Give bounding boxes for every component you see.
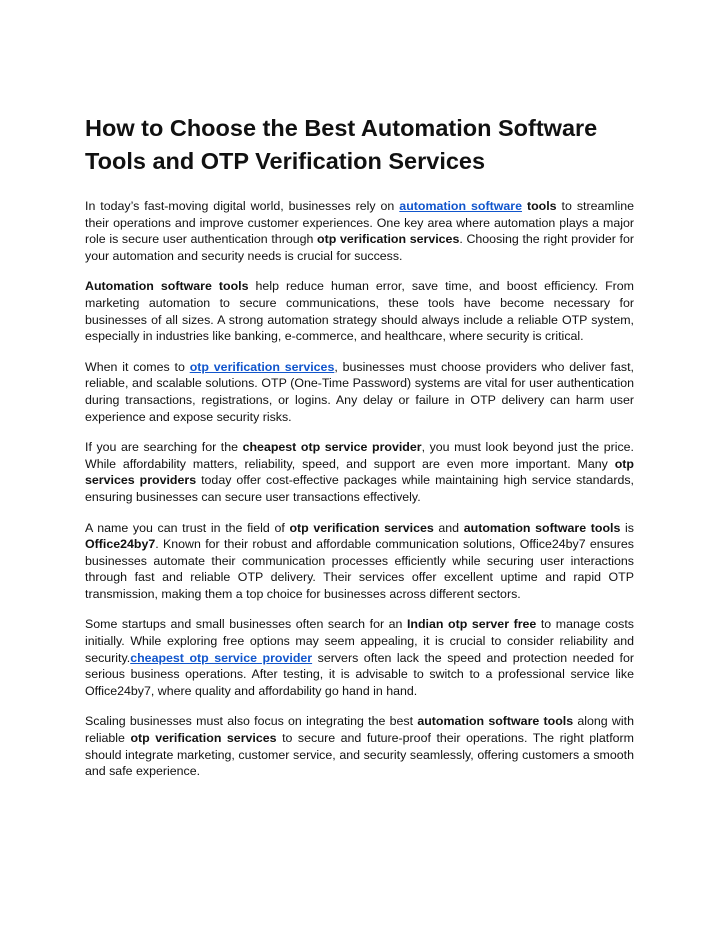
paragraph-automation-tools [85, 278, 634, 344]
bold-text: automation software tools [417, 714, 574, 729]
bold-text: otp verification services [289, 520, 434, 535]
text: to secure and future-proof their operations. The right platform should integrate marketing, customer service, and security seamlessly, offering customers a smooth and safe experience. [85, 731, 634, 779]
text: to streamline their operations and improve customer experiences. One key area where automation plays a major role is secure user authentication through [85, 199, 634, 247]
text: . Known for their robust and affordable communication solutions, Office24by7 ensures businesses automate their communication processes efficiently while securing user interactions through fast and reliable OTP delivery. Their services offer excellent uptime and rapid OTP transmission, making them a top choice for businesses across different sectors. [85, 537, 634, 601]
text: to manage costs initially. While exploring free options may seem appealing, it is crucial to consider reliability and security. [85, 617, 634, 665]
bold-text: otp services providers [85, 456, 634, 488]
text: When it comes to [85, 359, 190, 374]
text: . Choosing the right provider for your automation and security needs is crucial for success. [85, 232, 634, 263]
paragraph-scaling [85, 713, 634, 779]
text: If you are searching for the [85, 440, 243, 455]
bold-text: Indian otp server free [406, 617, 537, 632]
bold-text: cheapest otp service provider [242, 440, 422, 455]
text: is [620, 520, 634, 535]
document-page [85, 112, 634, 794]
bold-text: otp verification services [317, 232, 460, 247]
paragraph-office24by7 [85, 520, 634, 603]
bold-text: Office24by7 [85, 537, 156, 552]
automation-software-link[interactable]: automation software [399, 199, 522, 213]
bold-text: otp verification services [130, 731, 277, 746]
paragraph-intro [85, 198, 634, 264]
page-title: How to Choose the Best Automation Software Tools and OTP Verification Services [85, 115, 598, 174]
text: along with reliable [85, 714, 634, 746]
bold-text: automation software tools [463, 520, 621, 535]
paragraph-otp-services [85, 359, 634, 425]
bold-text: tools [526, 199, 557, 213]
text: In today’s fast-moving digital world, businesses rely on [85, 199, 400, 213]
text: Scaling businesses must also focus on integrating the best [85, 714, 418, 729]
cheapest-otp-service-provider-link[interactable]: cheapest otp service provider [130, 650, 313, 665]
text: help reduce human error, save time, and boost efficiency. From marketing automation to secure communications, these tools have become necessary for businesses of all sizes. A strong automation strategy should always include a reliable OTP system, especially in industries like banking, e-commerce, and healthcare, where security is critical. [85, 279, 634, 344]
text: servers often lack the speed and protection needed for serious business operations. After testing, it is advisable to switch to a professional service like Office24by7, where quality and affordability go hand in hand. [85, 650, 635, 698]
text: and [433, 520, 464, 535]
paragraph-cheapest-provider [85, 439, 634, 505]
otp-verification-services-link[interactable]: otp verification services [189, 359, 335, 374]
text: today offer cost-effective packages while maintaining high service standards, ensuring businesses can secure user transactions effectively. [85, 473, 634, 504]
text: , you must look beyond just the price. While affordability matters, reliability, speed, and support are even more important. Many [85, 440, 635, 471]
bold-text: Automation software tools [85, 279, 249, 294]
text: , businesses must choose providers who deliver fast, reliable, and scalable solutions. OTP (One-Time Password) systems are vital for user authentication during transactions, registrations, or logins. Any delay or failure in OTP delivery can harm user experience and expose security risks. [85, 359, 634, 424]
text: A name you can trust in the field of [85, 520, 290, 535]
paragraph-startups [85, 616, 634, 699]
text: Some startups and small businesses often search for an [85, 617, 407, 632]
